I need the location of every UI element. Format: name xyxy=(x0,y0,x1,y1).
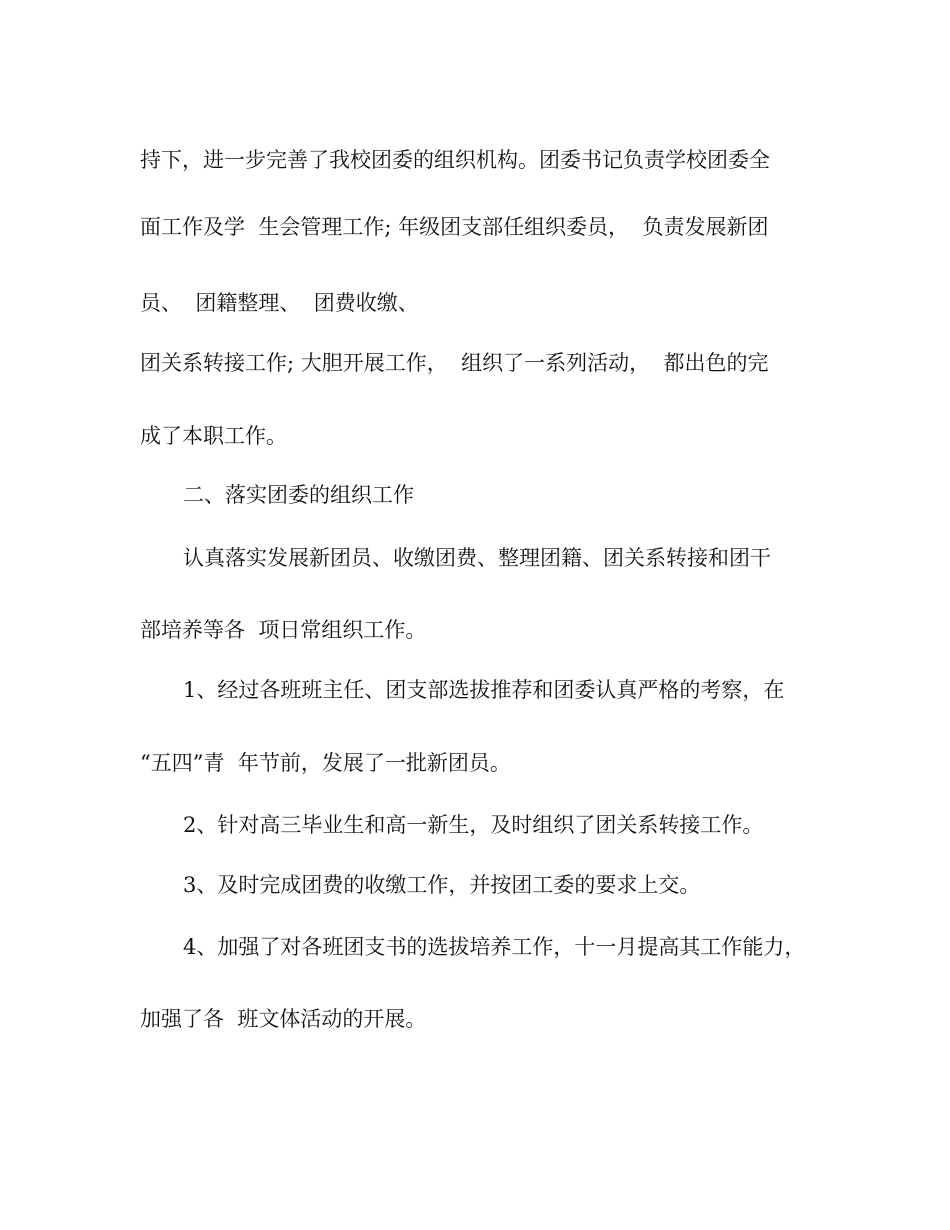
section-heading: 二、落实团委的组织工作 xyxy=(183,483,414,507)
paragraph-line-4: 团关系转接工作; 大胆开展工作， 组织了一系列活动， 都出色的完 xyxy=(140,351,769,375)
list-item-1-line-2: “五四”青 年节前，发展了一批新团员。 xyxy=(140,751,511,775)
paragraph-line-2: 面工作及学 生会管理工作; 年级团支部任组织委员， 负责发展新团 xyxy=(140,215,769,239)
list-item-4-line-2: 加强了各 班文体活动的开展。 xyxy=(140,1007,427,1031)
list-item-2: 2、针对高三毕业生和高一新生，及时组织了团关系转接工作。 xyxy=(183,813,764,837)
paragraph-line-8: 部培养等各 项日常组织工作。 xyxy=(140,618,427,642)
list-item-3: 3、及时完成团费的收缴工作，并按团工委的要求上交。 xyxy=(183,873,701,897)
list-item-1-line-1: 1、经过各班班主任、团支部选拔推荐和团委认真严格的考察，在 xyxy=(183,678,785,702)
paragraph-line-5: 成了本职工作。 xyxy=(140,424,287,448)
list-item-4-line-1: 4、加强了对各班团支书的选拔培养工作，十一月提高其工作能力， xyxy=(183,935,806,959)
paragraph-line-3: 员、 团籍整理、 团费收缴、 xyxy=(140,291,419,315)
paragraph-line-7: 认真落实发展新团员、收缴团费、整理团籍、团关系转接和团干 xyxy=(183,546,771,570)
paragraph-line-1: 持下，进一步完善了我校团委的组织机构。团委书记负责学校团委全 xyxy=(140,148,770,172)
